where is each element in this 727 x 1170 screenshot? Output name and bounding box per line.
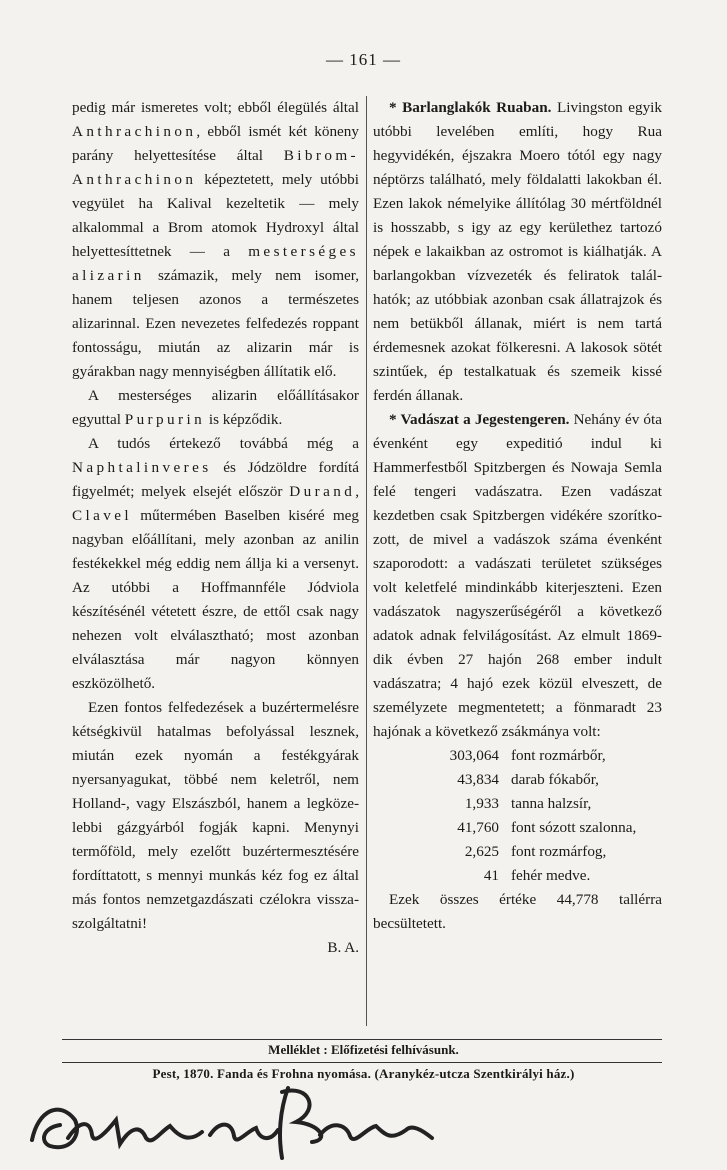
footer-rule-top (62, 1039, 662, 1040)
text-run: Ezen fontos felfedezések a buzértermelésre kétségkivül hatalmas befolyással lesznek, miután ezek nyomán a festékgyárak nyersanyagukat, többé nem keletről, nem Holland-, vagy Elszászból, hanem a legközelebbi gázgyárból fogják kapni. Menynyi termőföld, mely ezelőtt buzértermesztésére fordíttatott, s mennyi munkás kéz fog ez által más fontos nemzetgazdászati czélokra visszaszolgáltatni! (72, 699, 359, 932)
article-heading-vadaszat: * Vadászat a Jegestengeren. (389, 411, 570, 428)
text-run: képeztetett, mely utóbbi vegyület ha Kalival kezeltetik — mely alkalommal a Brom atomok Hydroxyl által helyettesíttetnek — a (72, 171, 359, 260)
column-divider (366, 96, 367, 1026)
catch-row (411, 864, 636, 888)
catch-quantity: 303,064 (449, 747, 499, 764)
catch-row (411, 792, 636, 816)
catch-quantity: 41,760 (457, 819, 499, 836)
catch-description: fehér medve. (511, 867, 591, 884)
catch-description: font rozmárfog, (511, 843, 607, 860)
spaced-term: mesterséges alizarin (72, 243, 359, 284)
catch-quantity: 1,933 (464, 795, 499, 812)
text-run: és Jódzöldre fordítá figyelmét; melyek elsejét először (72, 459, 359, 500)
catch-description: font sózott szalonna, (511, 819, 637, 836)
text-run: A tudós értekező továbbá még a (88, 435, 359, 452)
article-vadaszat (373, 408, 662, 744)
article-signature-initials: B. A. (327, 939, 359, 956)
catch-description: darab fókabőr, (511, 771, 599, 788)
catch-row (411, 768, 636, 792)
article-barlanglakok (373, 96, 662, 408)
signature-line (72, 936, 359, 960)
catch-description: tanna halzsír, (511, 795, 592, 812)
left-paragraph-3 (72, 432, 359, 696)
left-paragraph-1 (72, 96, 359, 384)
catch-table (411, 744, 636, 888)
article-text-barlanglakok: Livingston egyik utóbbi levelében említi, hogy Rua hegyvidékén, éjszakra Moero tótól egy nagy néptörzs található, mely földalatti lakokban él. Ezen lakok némelyike állítólag 30 mértföldnél is hosszabb, s igy az egy kerülethez tartozó népek e lakaikban az ostromot is kiálhatják. A barlangokban vízvezeték és feliratok találhatók; az utóbbiak azonban csak állatrajzok és nem betükből állanak, miért is nem tartá érdemesnek azokat fölkeresni. A lakosok sötét szintűek, ép testalkatuak és szemeik kissé ferdén állanak. (373, 99, 662, 404)
footer-rule-bottom (62, 1062, 662, 1063)
article-closing: Ezek összes értéke 44,778 tallérra becsültetett. (373, 891, 662, 932)
left-paragraph-2 (72, 384, 359, 432)
text-run: pedig már ismeretes volt; ebből élegülés által (72, 99, 359, 116)
right-column (373, 96, 662, 936)
handwritten-signature (20, 1080, 450, 1160)
printer-imprint: Pest, 1870. Fanda és Frohna nyomása. (Aranykéz-utcza Szentkirályi ház.) (152, 1066, 575, 1081)
left-paragraph-4 (72, 696, 359, 936)
catch-quantity: 2,625 (464, 843, 499, 860)
catch-row (411, 816, 636, 840)
catch-row (411, 744, 636, 768)
text-run: , (355, 483, 359, 500)
page-number: — 161 — (326, 50, 401, 69)
text-run: műtermében Baselben kiséré meg nagyban előállítani, mely azonban az anilin festékekkel még eddig nem állja ki a versenyt. Az utóbbi a Hoffmannféle Jódviola készítésénél vétetett észre, de ettől csak nagy nehezen volt elválasztható; most azonban elválasztása már nagyon könnyen eszközölhető. (72, 507, 359, 692)
catch-description: font rozmárbőr, (511, 747, 606, 764)
catch-quantity: 43,834 (457, 771, 499, 788)
text-run: A mesterséges alizarin előállításakor egyuttal (72, 387, 359, 428)
article-heading-barlanglakok: * Barlanglakók Ruaban. (389, 99, 552, 116)
text-run: , ebből ismét két köneny parány helyettesítése által (72, 123, 359, 164)
article-text-vadaszat: Nehány év óta évenként egy expeditió indul ki Hammerfestből Spitzbergen és Nowaja Semla felé tengeri vadászatra. Ezen vadászat kezdetben csak Spitzbergen vidékére szorítkozott, de mivel a vadászok száma évenként szaporodott: a vadászati területet szükséges volt keletfelé mindinkább kiterjeszteni. Ezen vadászatok nagyszerűségéről a következő adatok adnak felvilágosítást. Az elmult 1869-dik évben 27 hajón 268 ember indult vadászatra; 4 hajó ezek közül elveszett, de személyzete megmentetett; a fönmaradt 23 hajónak a következő zsákmánya volt: (373, 411, 662, 740)
catch-row (411, 840, 636, 864)
text-run: számazik, mely nem isomer, hanem teljesen azonos a természetes alizarinnal. Ezen nevezetes felfedezés roppant fontosságu, miután az alizarin már is gyárakban nagy mennyiségben állítatik elő. (72, 267, 359, 380)
spaced-term: Clavel (72, 507, 133, 524)
catch-quantity: 41 (483, 867, 499, 884)
spaced-term: Naphtalinveres (72, 459, 212, 476)
spaced-term: Purpurin (124, 411, 206, 428)
text-run: is képződik. (205, 411, 283, 428)
left-column (72, 96, 359, 960)
spaced-term: Durand (289, 483, 356, 500)
spaced-term: Bibrom-Anthrachinon (72, 147, 359, 188)
spaced-term: Anthrachinon (72, 123, 197, 140)
annex-notice: Melléklet : Előfizetési felhívásunk. (268, 1042, 459, 1057)
